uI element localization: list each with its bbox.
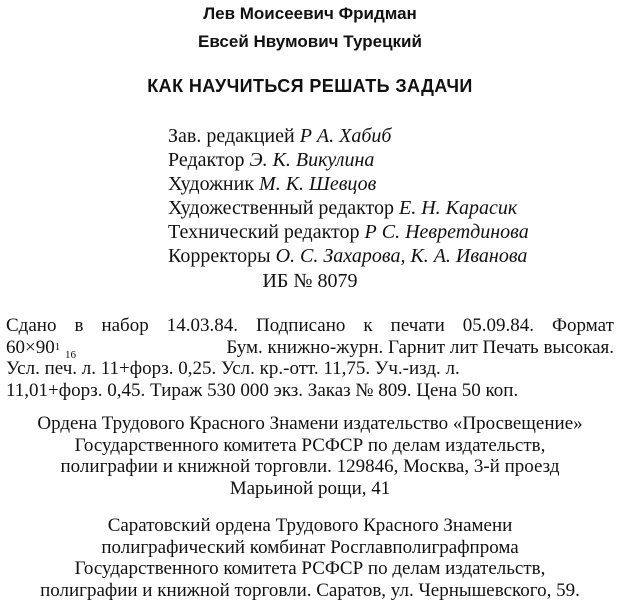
specs-text: Бум. книжно-журн. Гарнит лит Печать высокая. [226,336,614,358]
print-specs [6,315,614,401]
specs-word: Подписано [255,315,346,336]
publisher-line: Государственного комитета РСФСР по делам издательств, [74,434,546,456]
staff-name: Р С. Невретдинова [364,221,529,243]
specs-word: к [363,315,373,336]
staff-role: Зав. редакцией [168,125,295,147]
specs-line-2 [6,337,614,359]
staff-row [168,220,529,244]
author-name: Евсей Нвумович Турецкий [198,32,422,51]
specs-word: в [74,315,84,336]
specs-line-1 [6,315,614,337]
staff-role: Технический редактор [168,221,360,243]
staff-row [168,172,529,196]
publisher-line: Ордена Трудового Красного Знамени издательство «Просвещение» [37,413,583,434]
publisher-info [0,413,620,499]
staff-name: Р А. Хабиб [299,125,392,147]
printer-line: Государственного комитета РСФСР по делам издательств, [74,558,546,579]
specs-line-3 [6,358,614,380]
staff-name: О. С. Захарова, К. А. Иванова [275,245,528,267]
printer-line: полиграфический комбинат Росглавполиграфпрома [101,536,519,558]
specs-word: 14.03.84. [166,315,238,336]
staff-name: Э. К. Викулина [249,149,375,171]
staff-row [168,196,529,220]
staff-role: Корректоры [168,245,271,267]
staff-role: Художник [168,173,255,195]
printer-info [0,515,620,601]
author-name: Лев Моисеевич Фридман [203,4,417,23]
staff-name: М. К. Шевцов [259,173,377,195]
specs-word: набор [101,315,149,336]
format-value: $60\times 90^1$ $_{16}$ [6,336,76,361]
specs-text: Усл. печ. л. 11+форз. 0,25. Усл. кр.-отт. 11,75. Уч.-изд. л. [6,358,460,379]
staff-row [168,244,529,268]
specs-word: Формат [552,315,614,336]
staff-name: Е. Н. Карасик [399,197,518,219]
staff-role: Редактор [168,149,245,171]
specs-line-4 [6,380,614,402]
specs-text: 11,01+форз. 0,45. Тираж 530 000 экз. Заказ № 809. Цена 50 коп. [6,379,519,401]
specs-word: Сдано [6,315,57,336]
staff-row [168,148,529,172]
staff-role: Художественный редактор [168,197,394,219]
specs-word: печати [390,315,445,336]
publisher-line: Марьиной рощи, 41 [229,477,391,499]
staff-row [168,124,529,148]
publisher-line: полиграфии и книжной торговли. 129846, Москва, 3-й проезд [60,456,560,477]
staff-list [168,124,529,268]
specs-word: 05.09.84. [462,315,535,336]
printer-line: полиграфии и книжной торговли. Саратов, ул. Чернышевского, 59. [40,579,580,601]
ib-number: ИБ № 8079 [262,270,358,292]
authors [0,0,620,56]
book-title: КАК НАУЧИТЬСЯ РЕШАТЬ ЗАДАЧИ [147,76,473,96]
printer-line: Саратовский ордена Трудового Красного Знамени [107,515,513,536]
